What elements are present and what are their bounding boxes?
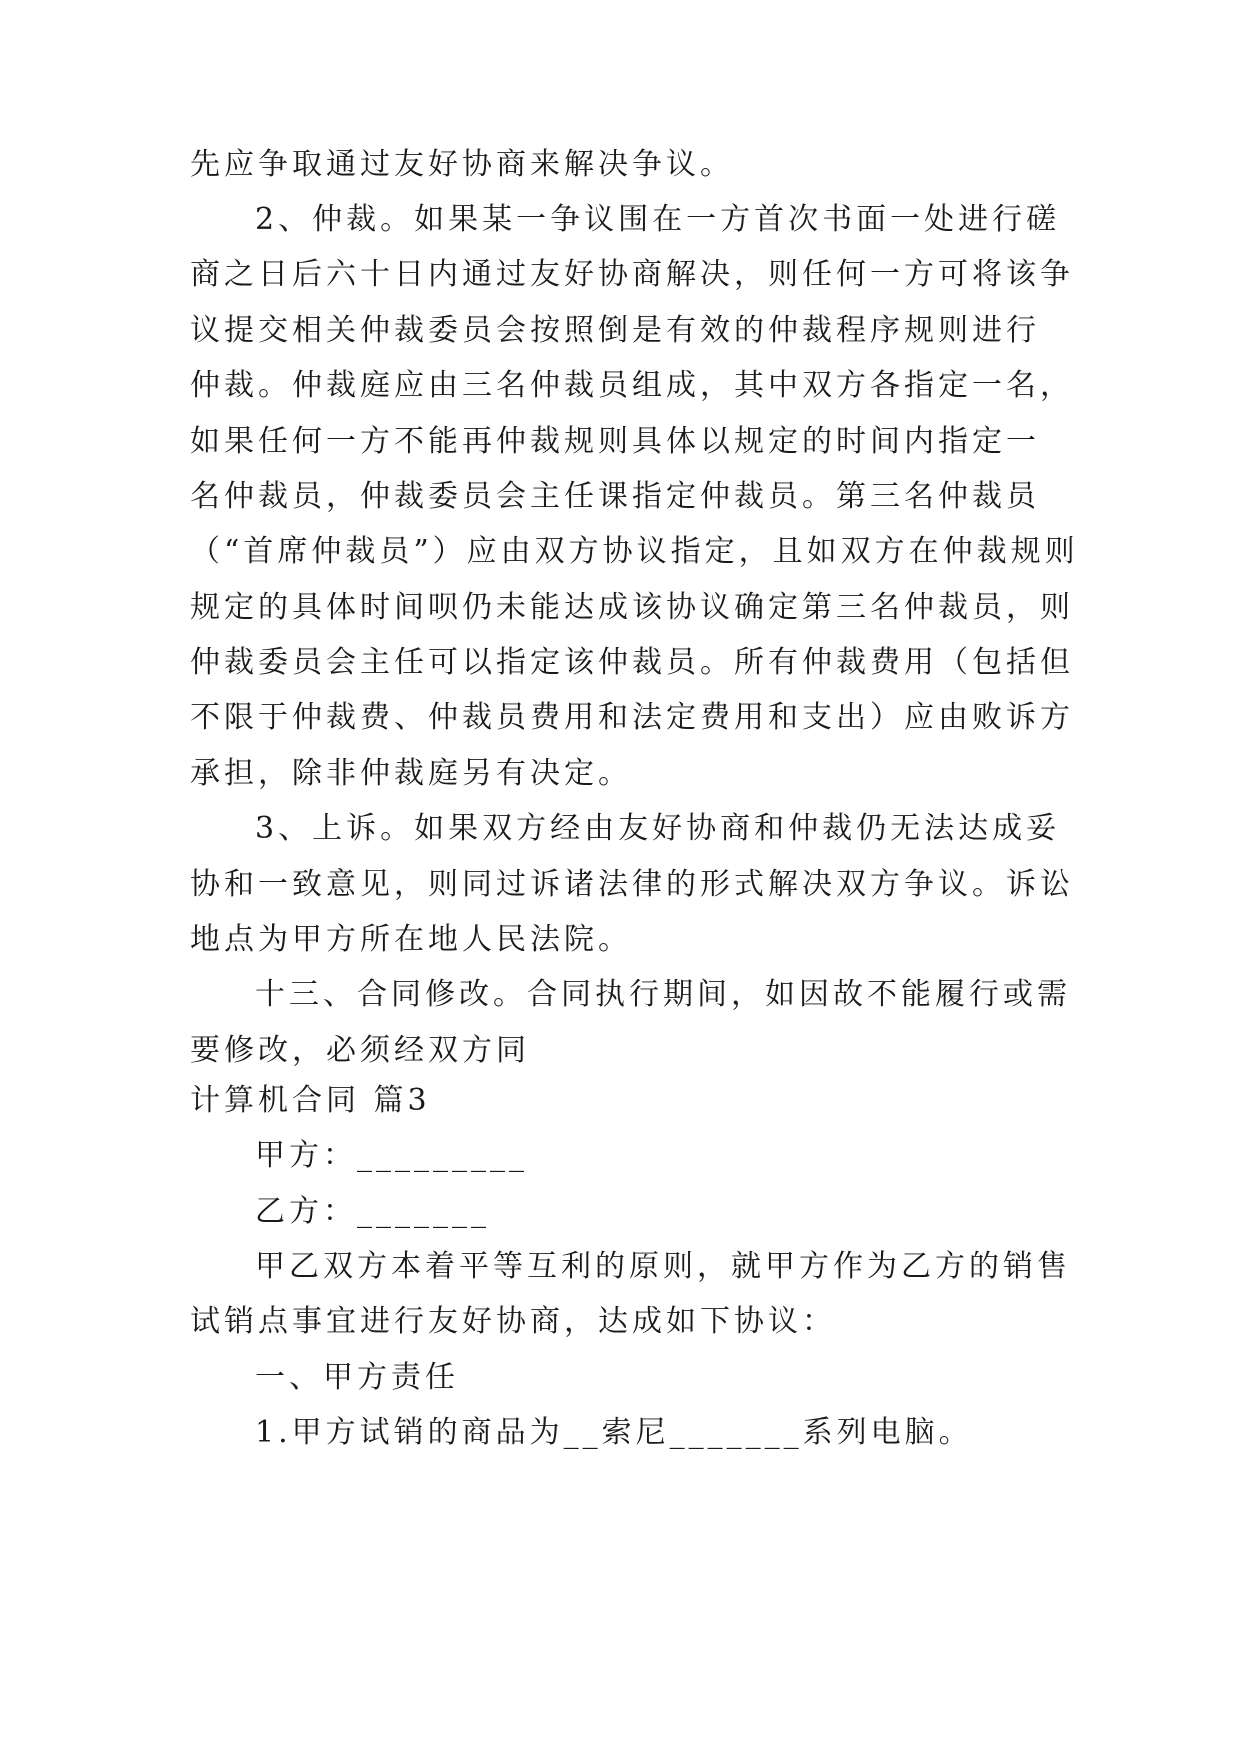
paragraph-line: 十三、合同修改。合同执行期间，如因故不能履行或需 bbox=[255, 977, 1071, 1012]
paragraph-line: 2、仲裁。如果某一争议围在一方首次书面一处进行磋 bbox=[255, 202, 1061, 237]
paragraph-line: 仲裁。仲裁庭应由三名仲裁员组成，其中双方各指定一名， bbox=[190, 368, 1074, 403]
paragraph-line: 规定的具体时间呗仍未能达成该协议确定第三名仲裁员，则 bbox=[190, 590, 1074, 625]
section-heading: 计算机合同 篇3 bbox=[190, 1083, 431, 1118]
paragraph-line: （“首席仲裁员”）应由双方协议指定，且如双方在仲裁规则 bbox=[190, 534, 1079, 569]
paragraph-line: 要修改，必须经双方同 bbox=[190, 1033, 530, 1068]
paragraph-line: 3、上诉。如果双方经由友好协商和仲裁仍无法达成妥 bbox=[255, 811, 1061, 846]
clause-item: 1.甲方试销的商品为__索尼_______系列电脑。 bbox=[255, 1415, 973, 1450]
paragraph-line: 先应争取通过友好协商来解决争议。 bbox=[190, 147, 734, 182]
paragraph-line: 商之日后六十日内通过友好协商解决，则任何一方可将该争 bbox=[190, 257, 1074, 292]
party-b-line: 乙方：_______ bbox=[255, 1194, 490, 1229]
paragraph-line: 协和一致意见，则同过诉诸法律的形式解决双方争议。诉讼 bbox=[190, 867, 1074, 902]
paragraph-line: 地点为甲方所在地人民法院。 bbox=[190, 922, 632, 957]
paragraph-line: 甲乙双方本着平等互利的原则，就甲方作为乙方的销售 bbox=[255, 1249, 1071, 1284]
paragraph-line: 议提交相关仲裁委员会按照倒是有效的仲裁程序规则进行 bbox=[190, 313, 1040, 348]
paragraph-line: 承担，除非仲裁庭另有决定。 bbox=[190, 756, 632, 791]
paragraph-line: 试销点事宜进行友好协商，达成如下协议： bbox=[190, 1304, 836, 1339]
paragraph-line: 名仲裁员，仲裁委员会主任课指定仲裁员。第三名仲裁员 bbox=[190, 479, 1040, 514]
paragraph-line: 不限于仲裁费、仲裁员费用和法定费用和支出）应由败诉方 bbox=[190, 700, 1074, 735]
paragraph-line: 仲裁委员会主任可以指定该仲裁员。所有仲裁费用（包括但 bbox=[190, 645, 1074, 680]
party-a-line: 甲方：_________ bbox=[255, 1138, 528, 1173]
paragraph-line: 如果任何一方不能再仲裁规则具体以规定的时间内指定一 bbox=[190, 424, 1040, 459]
clause-heading: 一、甲方责任 bbox=[255, 1360, 459, 1395]
